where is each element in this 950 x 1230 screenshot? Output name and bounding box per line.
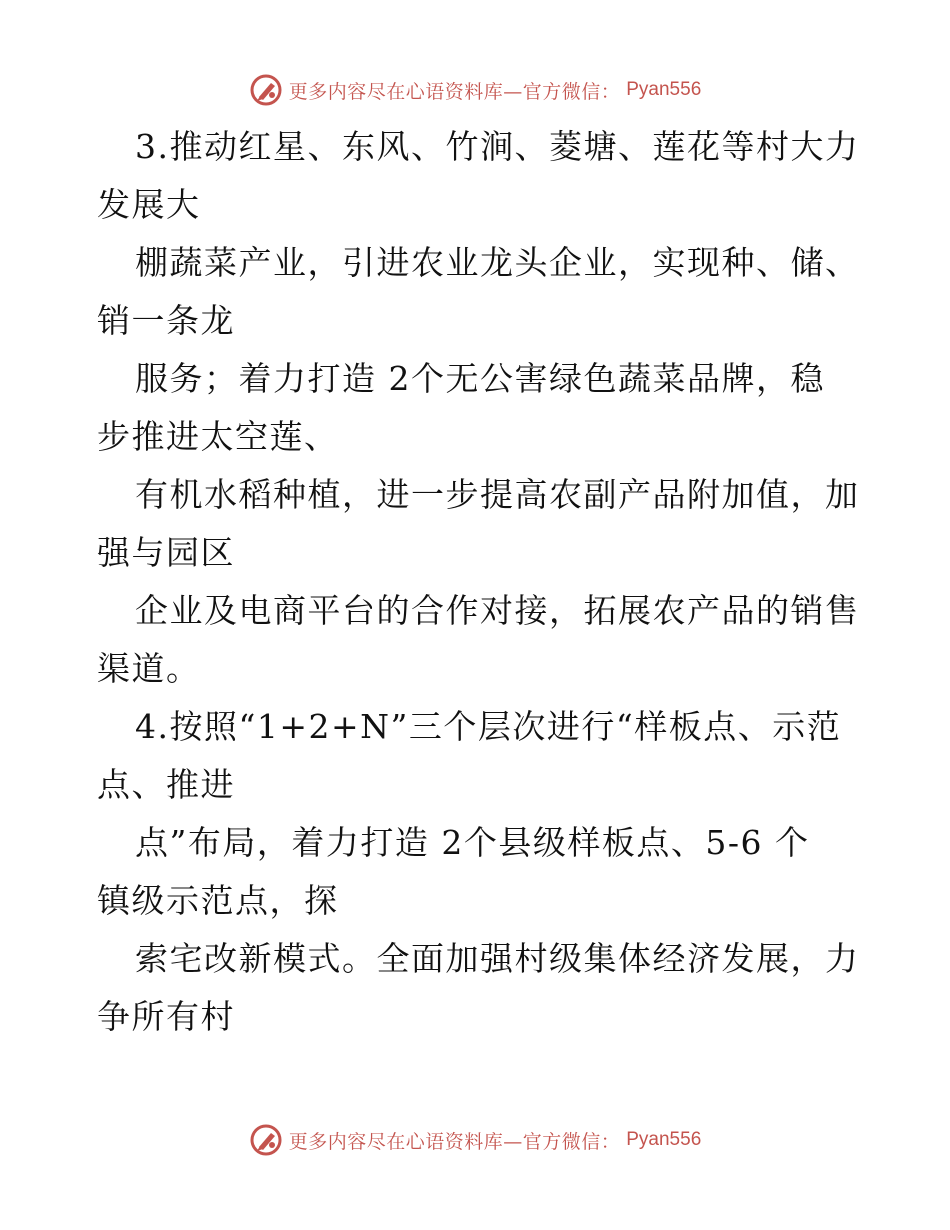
text-line: 镇级示范点，探 (97, 881, 339, 920)
watermark-text: 更多内容尽在心语资料库—官方微信： (288, 80, 621, 103)
text-line: 销一条龙 (97, 301, 235, 340)
watermark-text: 更多内容尽在心语资料库—官方微信： (288, 1130, 621, 1153)
text-line: 点”布局，着力打造 2个县级样板点、5-6 个 (135, 823, 810, 862)
text-line: 发展大 (97, 185, 201, 224)
text-line: 索宅改新模式。全面加强村级集体经济发展，力 (135, 939, 860, 978)
text-line: 强与园区 (97, 533, 235, 572)
footer-watermark (0, 1120, 950, 1160)
text-line: 点、推进 (97, 765, 235, 804)
watermark-wechat-id: Pyan556 (626, 1129, 702, 1150)
text-line: 3.推动红星、东风、竹涧、菱塘、莲花等村大力 (135, 127, 860, 166)
text-line: 4.按照“1+2+N”三个层次进行“样板点、示范 (135, 707, 842, 746)
text-line: 企业及电商平台的合作对接，拓展农产品的销售 (135, 591, 860, 630)
pen-seal-logo-icon (249, 1123, 283, 1157)
text-line: 服务；着力打造 2个无公害绿色蔬菜品牌，稳 (135, 359, 825, 398)
text-line: 有机水稻种植，进一步提高农副产品附加值，加 (135, 475, 860, 514)
text-line: 争所有村 (97, 997, 235, 1036)
pen-seal-logo-icon (249, 73, 283, 107)
text-line: 渠道。 (97, 649, 201, 688)
text-line: 棚蔬菜产业，引进农业龙头企业，实现种、储、 (135, 243, 860, 282)
text-line: 步推进太空莲、 (97, 417, 339, 456)
watermark-wechat-id: Pyan556 (626, 79, 702, 100)
document-body (97, 118, 867, 1046)
header-watermark (0, 70, 950, 110)
